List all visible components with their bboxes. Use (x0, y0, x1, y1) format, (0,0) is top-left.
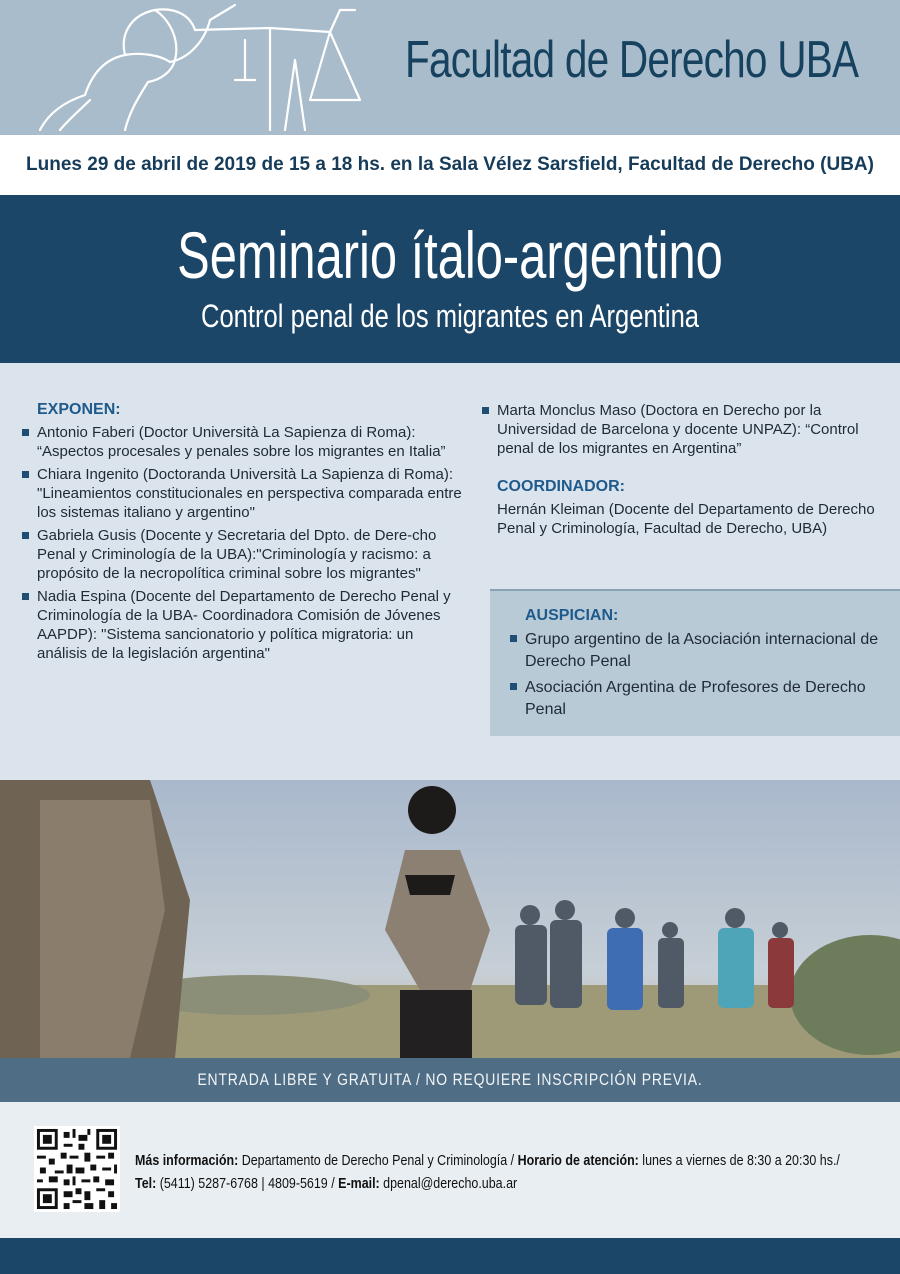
qr-code-icon (34, 1126, 120, 1212)
free-entry-text: ENTRADA LIBRE Y GRATUITA / NO REQUIERE INSCRIPCIÓN PREVIA. (197, 1070, 703, 1089)
coordinador-heading: COORDINADOR: (497, 478, 625, 495)
auspician-box (490, 589, 900, 736)
contact-line-1 (135, 1150, 840, 1173)
tel-label: Tel: (135, 1176, 157, 1192)
migrants-photo (0, 780, 900, 1058)
free-entry-strip (0, 1058, 900, 1102)
sponsor-item: Grupo argentino de la Asociación internacional de Derecho Penal (510, 629, 890, 673)
speaker-item: Gabriela Gusis (Docente y Secretaria del Dpto. de Dere-cho Penal y Criminología de la UBA):"Criminología y racismo: a propósito de la necropolítica criminal sobre los migrantes" (22, 526, 462, 583)
speaker-item: Nadia Espina (Docente del Departamento de Derecho Penal y Criminología de la UBA- Coordinadora Comisión de Jóvenes AAPDP): "Sistema sancionatorio y política migratoria: un análisis de la legislación argentina" (22, 587, 462, 663)
coordinador-text: Hernán Kleiman (Docente del Departamento de Derecho Penal y Criminología, Facultad de Derecho, UBA) (497, 501, 875, 537)
mas-info-value: Departamento de Derecho Penal y Criminología / (241, 1153, 515, 1169)
auspician-heading: AUSPICIAN: (525, 607, 619, 624)
horario-label: Horario de atención: (517, 1153, 639, 1169)
email-label: E-mail: (338, 1176, 380, 1192)
sponsor-item: Asociación Argentina de Profesores de Derecho Penal (510, 677, 890, 721)
seminar-subtitle: Control penal de los migrantes en Argentina (200, 298, 700, 334)
scales-of-justice-illustration (30, 0, 410, 135)
footer (0, 1102, 900, 1238)
header (0, 0, 900, 135)
speaker-item: Antonio Faberi (Doctor Università La Sapienza di Roma): “Aspectos procesales y penales sobre los migrantes en Italia” (22, 423, 462, 461)
tel-value: (5411) 5287-6768 | 4809-5619 / (159, 1176, 335, 1192)
speakers-column (22, 401, 462, 667)
content-section (0, 363, 900, 780)
email-value[interactable]: dpenal@derecho.uba.ar (383, 1176, 518, 1192)
speaker-item: Marta Monclus Maso (Doctora en Derecho por la Universidad de Barcelona y docente UNPAZ): “Control penal de los migrantes en Argentina” (482, 401, 882, 458)
speaker-item: Chiara Ingenito (Doctoranda Università La Sapienza di Roma): "Lineamientos constitucionales en perspectiva comparada entre los sistemas italiano y argentino" (22, 465, 462, 522)
exponen-heading: EXPONEN: (37, 401, 121, 418)
contact-info (135, 1150, 840, 1196)
right-column (482, 401, 882, 538)
bottom-bar (0, 1238, 900, 1274)
event-date-text: Lunes 29 de abril de 2019 de 15 a 18 hs. en la Sala Vélez Sarsfield, Facultad de Derecho (UBA) (26, 154, 874, 175)
header-title: Facultad de Derecho UBA (405, 31, 859, 89)
seminar-title: Seminario ítalo-argentino (177, 218, 723, 292)
event-dateline (0, 135, 900, 195)
contact-line-2 (135, 1173, 840, 1196)
horario-value: lunes a viernes de 8:30 a 20:30 hs./ (642, 1153, 840, 1169)
mas-info-label: Más información: (135, 1153, 239, 1169)
title-banner (0, 195, 900, 363)
